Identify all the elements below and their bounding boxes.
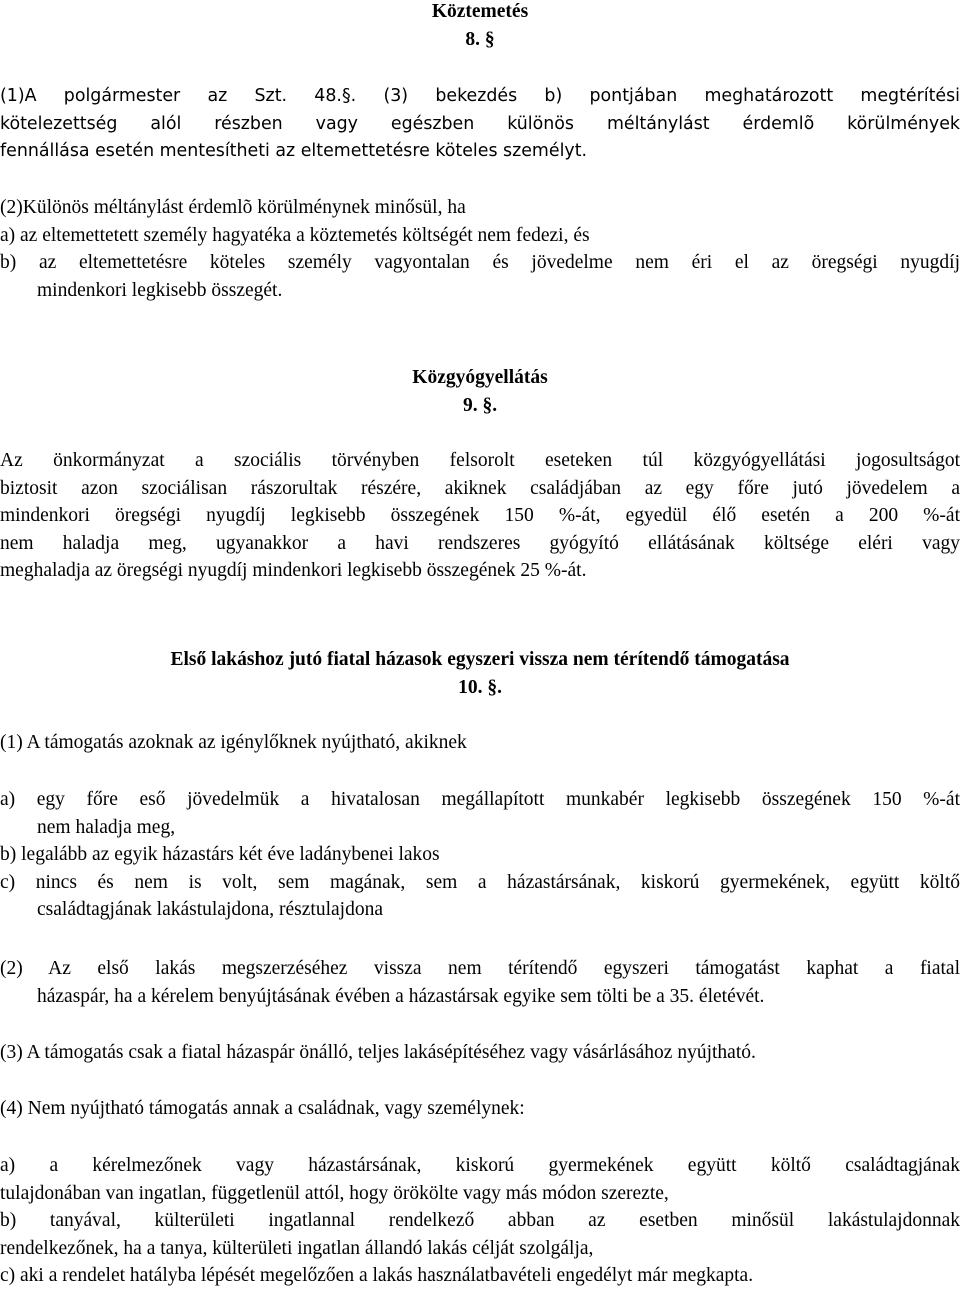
text-line: kötelezettség alól részben vagy egészben különös méltánylást érdemlõ körülmények [0, 113, 960, 134]
list-item-b: b) az eltemettetésre köteles személy vagyontalan és jövedelme nem éri el az öregségi nyugdíj [0, 252, 960, 273]
list-item-a: a) a kérelmezőnek vagy házastársának, kiskorú gyermekének együtt költő családtagjának [0, 1155, 960, 1176]
section-10-paragraph-2 [0, 955, 960, 1010]
list-item-c-continuation: családtagjának lakástulajdona, résztulajdona [37, 899, 383, 920]
list-item-b: b) legalább az egyik házastárs két éve ladánybenei lakos [0, 844, 440, 865]
section-number: 9. §. [462, 394, 498, 416]
text-line: Az önkormányzat a szociális törvényben felsorolt eseteken túl közgyógyellátási jogosultságot [0, 450, 960, 471]
list-item-a: a) az eltemettetett személy hagyatéka a köztemetés költségét nem fedezi, és [0, 224, 590, 246]
section-8-paragraph-1 [0, 83, 960, 166]
list-item-a: a) egy főre eső jövedelmük a hivatalosan megállapított munkabér legkisebb összegének 150 %-át [0, 789, 960, 810]
text-line: (1)A polgármester az Szt. 48.§. (3) bekezdés b) pontjában meghatározott megtérítési [0, 86, 960, 106]
section-number: 10. §. [458, 676, 502, 698]
list-item-b-continuation: mindenkori legkisebb összegét. [37, 279, 283, 301]
text-line: (2) Az első lakás megszerzéséhez vissza nem térítendő egyszeri támogatást kaphat a fiatal [0, 958, 960, 979]
list-item-c: c) nincs és nem is volt, sem magának, sem a házastársának, kiskorú gyermekének, együtt költő [0, 871, 960, 893]
section-8-paragraph-2 [0, 194, 960, 304]
text-line: fennállása esetén mentesítheti az eltemettetésre köteles személyt. [0, 141, 588, 161]
section-10-heading [0, 646, 960, 701]
list-item-c: c) aki a rendelet hatályba lépését megelőzően a lakás használatbavételi engedélyt már megkapta. [0, 1265, 754, 1286]
text-line: mindenkori öregségi nyugdíj legkisebb összegének 150 %-át, egyedül élő esetén a 200 %-át [0, 505, 960, 526]
text-line: meghaladja az öregségi nyugdíj mindenkori legkisebb összegének 25 %-át. [0, 560, 587, 581]
section-10-paragraph-1 [0, 729, 960, 757]
section-9-heading [0, 364, 960, 419]
list-item-a-continuation: tulajdonában van ingatlan, függetlenül attól, hogy örökölte vagy más módon szerezte, [0, 1182, 669, 1204]
section-10-conditions-list [0, 786, 960, 924]
section-title: Közgyógyellátás [412, 367, 548, 388]
text-line: (3) A támogatás csak a fiatal házaspár önálló, teljes lakásépítéséhez vagy vásárlásához nyújtható. [0, 1042, 756, 1063]
section-10-exclusions-list [0, 1152, 960, 1290]
text-line: biztosit azon szociálisan rászorultak részére, akiknek családjában az egy főre jutó jövedelem a [0, 477, 960, 499]
section-8-heading [0, 0, 960, 53]
list-item-b: b) tanyával, külterületi ingatlannal rendelkező abban az esetben minősül lakástulajdonnak [0, 1210, 960, 1231]
section-title: Köztemetés [431, 1, 529, 22]
section-number: 8. § [465, 28, 495, 50]
text-line: (2)Különös méltánylást érdemlõ körülménynek minősül, ha [0, 197, 466, 218]
text-line-continuation: házaspár, ha a kérelem benyújtásának évében a házastársak egyike sem tölti be a 35. életévét. [37, 985, 765, 1007]
section-9-paragraph [0, 447, 960, 585]
text-line: (1) A támogatás azoknak az igénylőknek nyújtható, akiknek [0, 732, 467, 753]
list-item-a-continuation: nem haladja meg, [37, 816, 176, 838]
section-10-paragraph-3 [0, 1039, 960, 1067]
section-title: Első lakáshoz jutó fiatal házasok egyszeri vissza nem térítendő támogatása [170, 649, 790, 670]
text-line: nem haladja meg, ugyanakkor a havi rendszeres gyógyító ellátásának költsége eléri vagy [0, 532, 960, 554]
section-10-paragraph-4 [0, 1095, 960, 1123]
list-item-b-continuation: rendelkezőnek, ha a tanya, külterületi ingatlan állandó lakás célját szolgálja, [0, 1237, 594, 1259]
text-line: (4) Nem nyújtható támogatás annak a családnak, vagy személynek: [0, 1098, 525, 1119]
